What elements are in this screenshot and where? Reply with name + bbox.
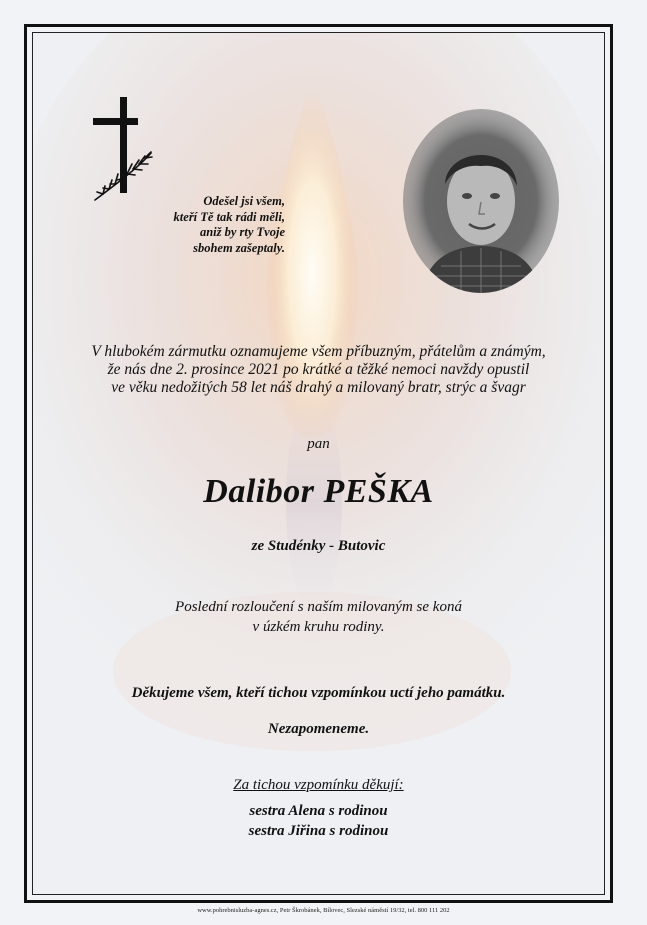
poem	[125, 194, 285, 256]
farewell-text	[33, 597, 604, 637]
farewell-line: v úzkém kruhu rodiny.	[252, 619, 385, 635]
portrait-photo	[401, 106, 561, 296]
announcement-text	[33, 343, 604, 397]
salutation: pan	[307, 436, 330, 452]
poem-line: Odešel jsi všem,	[203, 194, 285, 208]
mourners-list	[33, 801, 604, 841]
announcement-line: V hlubokém zármutku oznamujeme všem příbuzným, přátelům a známým,	[91, 343, 546, 360]
farewell-line: Poslední rozloučení s naším milovaným se koná	[175, 599, 462, 615]
mourner-entry: sestra Jiřina s rodinou	[248, 823, 389, 839]
deceased-name: Dalibor PEŠKA	[203, 473, 434, 510]
mourners-title: Za tichou vzpomínku děkují:	[233, 777, 404, 793]
announcement-line: že nás dne 2. prosince 2021 po krátké a těžké nemoci navždy opustil	[107, 361, 530, 378]
poem-line: sbohem zašeptaly.	[193, 240, 285, 255]
inner-border	[32, 32, 605, 895]
poem-line: kteří Tě tak rádi měli,	[173, 209, 285, 224]
mourner-entry: sestra Alena s rodinou	[249, 803, 388, 819]
never-forget-text: Nezapomeneme.	[267, 721, 370, 737]
place-of-origin: ze Studénky - Butovic	[251, 538, 386, 554]
thanks-text: Děkujeme všem, kteří tichou vzpomínkou uctí jeho památku.	[131, 685, 506, 701]
poem-line: aniž by rty Tvoje	[199, 225, 285, 239]
announcement-line: ve věku nedožitých 58 let náš drahý a milovaný bratr, strýc a švagr	[111, 379, 526, 396]
cross-with-palm-icon	[93, 97, 203, 207]
funeral-service-footer: www.pohrebnisluzba-agnes.cz, Petr Škrobánek, Bílovec, Slezské náměstí 19/32, tel. 800 111 202	[197, 907, 450, 914]
